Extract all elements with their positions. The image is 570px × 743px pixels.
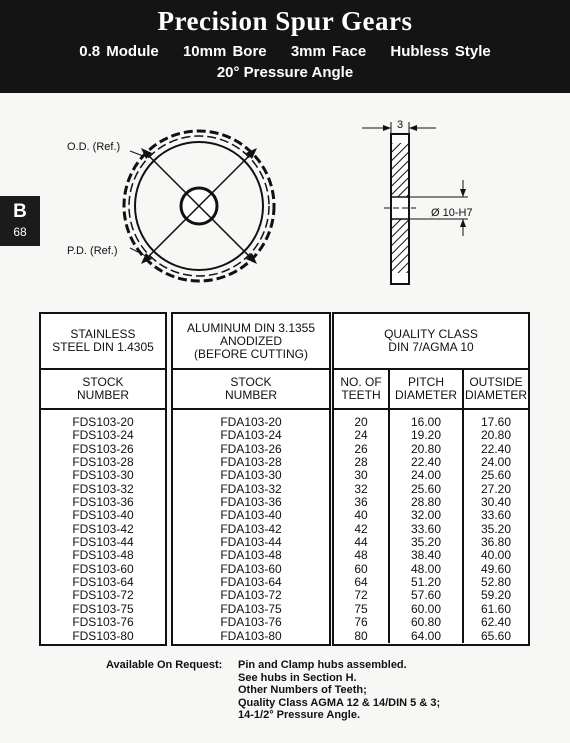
teeth-column (334, 416, 388, 643)
spec-style: Hubless Style (390, 43, 491, 60)
table-cell: 44 (354, 535, 368, 550)
table-cell: 24.00 (480, 455, 512, 470)
page-number: 68 (13, 225, 27, 239)
table-cell: 60.00 (410, 601, 442, 616)
availability-note (106, 659, 440, 722)
table-cell: FDA103-24 (220, 428, 282, 443)
table-cell: FDS103-28 (72, 455, 134, 470)
aluminum-panel (171, 312, 331, 646)
table-cell: FDA103-72 (220, 588, 282, 603)
section-letter: B (13, 201, 27, 222)
table-cell: FDA103-20 (220, 415, 282, 429)
outside-diameter-column (462, 410, 528, 643)
table-cell: 24 (354, 428, 368, 443)
table-cell: FDS103-24 (72, 428, 134, 443)
table-cell: FDA103-80 (220, 628, 282, 643)
table-cell: 22.40 (410, 455, 442, 470)
availability-line: Other Numbers of Teeth; (238, 684, 367, 696)
table-cell: 57.60 (410, 588, 442, 603)
availability-label: Available On Request: (106, 659, 223, 671)
spec-face: 3mm Face (290, 43, 367, 60)
quality-panel (332, 312, 530, 646)
pressure-angle: 20° Pressure Angle (216, 64, 354, 81)
table-cell: FDS103-60 (72, 561, 134, 576)
table-cell: 65.60 (480, 628, 512, 643)
table-cell: 40 (354, 508, 368, 523)
table-cell: 48 (354, 548, 368, 563)
availability-line: Pin and Clamp hubs assembled. (238, 659, 407, 671)
stainless-stock-header: STOCK NUMBER (76, 375, 129, 402)
table-cell: FDS103-42 (72, 521, 134, 536)
bore-label: Ø 10-H7 (431, 207, 473, 219)
table-cell: FDS103-48 (72, 548, 134, 563)
spec-bore: 10mm Bore (182, 43, 267, 60)
table-cell: FDA103-75 (220, 601, 282, 616)
table-cell: FDS103-20 (72, 415, 134, 429)
table-cell: 33.60 (410, 521, 442, 536)
table-cell: FDS103-72 (72, 588, 134, 603)
table-cell: 62.40 (480, 615, 512, 630)
table-cell: 42 (354, 521, 368, 536)
table-cell: 19.20 (410, 428, 442, 443)
face-width-label: 3 (396, 119, 404, 131)
table-cell: 38.40 (410, 548, 442, 563)
table-cell: FDS103-64 (72, 575, 134, 590)
stainless-stock-column (41, 416, 165, 643)
spec-module: 0.8 Module (79, 43, 159, 60)
table-cell: 61.60 (480, 601, 512, 616)
table-cell: FDA103-36 (220, 495, 282, 510)
table-cell: 72 (354, 588, 368, 603)
table-cell: FDS103-80 (72, 628, 134, 643)
od-label: O.D. (Ref.) (67, 141, 121, 153)
table-cell: 28.80 (410, 495, 442, 510)
availability-line: Quality Class AGMA 12 & 14/DIN 5 & 3; (238, 696, 441, 709)
table-cell: FDS103-76 (72, 615, 134, 630)
aluminum-stock-column (173, 416, 329, 643)
pd-label: P.D. (Ref.) (67, 245, 118, 257)
table-cell: 33.60 (480, 508, 512, 523)
table-cell: FDA103-28 (220, 455, 282, 470)
table-cell: FDA103-30 (220, 468, 282, 483)
table-cell: FDA103-32 (220, 481, 282, 496)
spec-line (0, 43, 570, 60)
table-cell: 30.40 (480, 495, 512, 510)
table-cell: FDA103-40 (220, 508, 282, 523)
stainless-heading: STAINLESS STEEL DIN 1.4305 (41, 314, 165, 370)
table-cell: FDA103-26 (220, 441, 282, 456)
table-cell: 35.20 (410, 535, 442, 550)
pitch-diameter-column (388, 410, 462, 643)
page-title: Precision Spur Gears (157, 6, 413, 36)
table-cell: 80 (354, 628, 368, 643)
table-cell: 20.80 (410, 441, 442, 456)
quality-heading: QUALITY CLASS DIN 7/AGMA 10 (334, 314, 528, 370)
table-cell: 59.20 (480, 588, 512, 603)
table-cell: 75 (354, 601, 368, 616)
table-cell: 49.60 (480, 561, 512, 576)
table-cell: 60 (354, 561, 368, 576)
table-cell: 16.00 (410, 415, 442, 429)
table-cell: 24.00 (410, 468, 442, 483)
table-cell: 36 (354, 495, 368, 510)
table-cell: 64 (354, 575, 368, 590)
availability-lines (238, 659, 440, 722)
table-cell: FDS103-30 (72, 468, 134, 483)
table-cell: 25.60 (480, 468, 512, 483)
pitch-diameter-header: PITCH DIAMETER (388, 370, 462, 408)
table-cell: 17.60 (480, 415, 512, 429)
table-cell: FDA103-42 (220, 521, 282, 536)
table-cell: 36.80 (480, 535, 512, 550)
gear-drawing (0, 93, 570, 303)
table-cell: FDS103-40 (72, 508, 134, 523)
table-cell: FDA103-60 (220, 561, 282, 576)
availability-line: 14-1/2° Pressure Angle. (238, 709, 360, 721)
table-cell: 51.20 (410, 575, 442, 590)
table-cell: FDS103-26 (72, 441, 134, 456)
teeth-header: NO. OF TEETH (340, 375, 382, 402)
table-cell: 28 (354, 455, 368, 470)
table-cell: 20 (354, 415, 368, 429)
table-cell: 32.00 (410, 508, 442, 523)
table-cell: 30 (354, 468, 368, 483)
table-cell: FDA103-76 (220, 615, 282, 630)
table-cell: FDS103-75 (72, 601, 134, 616)
aluminum-stock-header: STOCK NUMBER (224, 375, 277, 402)
table-cell: 26 (354, 441, 368, 456)
table-cell: 52.80 (480, 575, 512, 590)
stainless-panel (39, 312, 167, 646)
gear-front-view (67, 131, 274, 281)
table-cell: FDA103-44 (220, 535, 282, 550)
outside-diameter-header: OUTSIDE DIAMETER (462, 370, 528, 408)
table-cell: 32 (354, 481, 368, 496)
table-cell: FDS103-36 (72, 495, 134, 510)
table-cell: 40.00 (480, 548, 512, 563)
table-cell: FDS103-32 (72, 481, 134, 496)
table-cell: 35.20 (480, 521, 512, 536)
table-cell: 64.00 (410, 628, 442, 643)
table-cell: 48.00 (410, 561, 442, 576)
header-banner (0, 0, 570, 93)
table-cell: 22.40 (480, 441, 512, 456)
availability-line: See hubs in Section H. (238, 671, 357, 684)
table-cell: FDA103-48 (220, 548, 282, 563)
table-cell: 27.20 (480, 481, 512, 496)
table-cell: FDA103-64 (220, 575, 282, 590)
gear-side-view (362, 119, 473, 284)
aluminum-heading: ALUMINUM DIN 3.1355 ANODIZED (BEFORE CUTTING) (173, 314, 329, 370)
table-cell: 20.80 (480, 428, 512, 443)
table-cell: 76 (354, 615, 368, 630)
table-cell: FDS103-44 (72, 535, 134, 550)
table-cell: 25.60 (410, 481, 442, 496)
table-cell: 60.80 (410, 615, 442, 630)
